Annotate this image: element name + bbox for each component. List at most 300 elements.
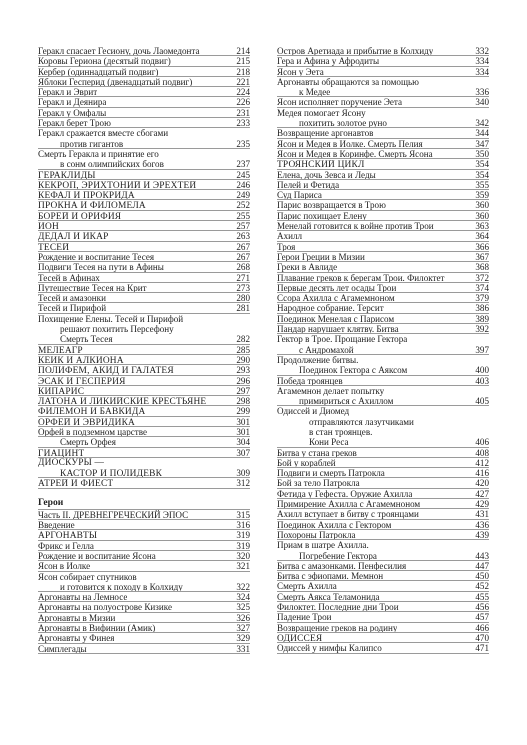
- toc-entry-title: Смерть Аякса Теламонида: [277, 591, 380, 602]
- toc-entry-page: 471: [475, 643, 489, 654]
- toc-entry-title: Геракл и Деянира: [38, 97, 107, 108]
- toc-entry-title: Смерть Орфея: [60, 437, 116, 448]
- toc-entry: [38, 355, 250, 365]
- toc-entry-page: 214: [236, 46, 250, 56]
- toc-entry-page: 233: [236, 118, 250, 129]
- toc-entry: [277, 56, 489, 66]
- toc-entry: [38, 406, 250, 416]
- toc-entry-title: ДИОСКУРЫ —: [38, 457, 105, 468]
- toc-left-column: [38, 46, 250, 654]
- toc-entry: [38, 221, 250, 231]
- toc-entry-title: Геракл спасает Гесиону, дочь Лаомедонта: [38, 46, 200, 56]
- toc-entry: [38, 427, 250, 437]
- toc-entry: [38, 437, 250, 447]
- toc-entry-page: 354: [475, 169, 489, 180]
- toc-entry: [277, 211, 489, 221]
- toc-entry-page: 267: [236, 251, 250, 262]
- toc-entry-page: 246: [236, 179, 250, 190]
- toc-entry-title: Ясон у Эета: [277, 66, 324, 77]
- toc-entry-title: Продолжение битвы.: [277, 354, 359, 365]
- toc-entry: [277, 324, 489, 334]
- toc-entry: [38, 200, 250, 210]
- toc-entry-page: 392: [475, 324, 489, 335]
- toc-entry-title: Ссора Ахилла с Агамемноном: [277, 293, 395, 304]
- toc-entry-title: КАСТОР И ПОЛИДЕВК: [60, 469, 163, 479]
- toc-entry-title: против гигантов: [60, 138, 124, 149]
- toc-entry-page: 293: [236, 365, 250, 376]
- toc-entry-page: 273: [236, 282, 250, 293]
- toc-entry-title: Аргонавты у Финея: [38, 633, 115, 644]
- toc-entry: [277, 376, 489, 386]
- toc-entry: [277, 458, 489, 468]
- toc-entry-title: ТРОЯНСКИЙ ЦИКЛ: [277, 160, 365, 170]
- toc-entry-title: Плавание греков к берегам Трои. Филоктет: [277, 272, 445, 283]
- toc-entry-title: АРГОНАВТЫ: [38, 531, 98, 541]
- toc-entry: [277, 468, 489, 478]
- toc-entry-title: Путешествие Тесея на Крит: [38, 282, 147, 293]
- toc-entry-page: 267: [236, 241, 250, 252]
- toc-entry-title: Смерть Ахилла: [277, 581, 337, 592]
- toc-entry-page: 285: [236, 344, 250, 355]
- toc-entry-title: Ясон собирает спутников: [38, 571, 137, 582]
- toc-entry-title: Приам в шатре Ахилла.: [277, 540, 369, 551]
- toc-entry-page: 470: [475, 632, 489, 643]
- toc-entry-page: 342: [475, 118, 489, 129]
- toc-entry: [38, 46, 250, 56]
- toc-entry-page: 350: [475, 148, 489, 159]
- toc-entry-title: Ахилл вступает в битву с троянцами: [277, 509, 419, 520]
- toc-entry: [277, 170, 489, 180]
- toc-entry: [38, 396, 250, 406]
- toc-entry-title: Гектор в Трое. Прощание Гектора: [277, 334, 408, 345]
- toc-entry-title: Коровы Гериона (десятый подвиг): [38, 56, 171, 67]
- toc-entry: [277, 592, 489, 602]
- toc-entry: [38, 592, 250, 602]
- toc-entry: [38, 530, 250, 540]
- toc-entry-page: 340: [475, 97, 489, 108]
- toc-entry-page: 252: [236, 200, 250, 211]
- toc-entry-page: 450: [475, 571, 489, 582]
- toc-entry-page: 367: [475, 251, 489, 262]
- toc-entry-title: Падение Трои: [277, 612, 332, 623]
- toc-entry: [38, 159, 250, 169]
- toc-entry-page: 282: [236, 334, 250, 345]
- toc-entry: [277, 139, 489, 149]
- toc-entry-title: Фрикс и Гелла: [38, 540, 94, 551]
- toc-entry-title: отправляются лазутчиками: [309, 416, 414, 427]
- toc-entry: [277, 396, 489, 406]
- toc-entry-page: 386: [475, 303, 489, 314]
- toc-entry-page: 400: [475, 365, 489, 376]
- toc-entry: [38, 365, 250, 375]
- toc-entry: [38, 283, 250, 293]
- toc-entry: [277, 180, 489, 190]
- toc-entry-title: решают похитить Персефону: [60, 324, 174, 335]
- toc-entry: [38, 520, 250, 530]
- toc-entry: [38, 87, 250, 97]
- toc-entry: [277, 633, 489, 643]
- toc-entry-title: Ясон исполняет поручение Эета: [277, 97, 403, 108]
- toc-entry-title: Менелай готовится к войне против Трои: [277, 221, 434, 232]
- toc-entry-title: Победа троянцев: [277, 375, 343, 386]
- toc-entry-title: Геракл берет Трою: [38, 118, 111, 129]
- toc-entry-title: Троя: [277, 241, 296, 252]
- toc-entry-title: Аргонавты на Лемносе: [38, 592, 128, 603]
- toc-entry-title: Битва с амазонками. Пенфесилия: [277, 560, 407, 571]
- toc-entry-page: 312: [236, 478, 250, 489]
- toc-entry-page: 363: [475, 221, 489, 232]
- toc-entry-title: Кони Реса: [309, 437, 349, 448]
- toc-entry: [38, 572, 250, 582]
- toc-entry-title: Бой у кораблей: [277, 457, 336, 468]
- toc-entry: [277, 478, 489, 488]
- toc-entry-title: Похороны Патрокла: [277, 529, 356, 540]
- toc-entry-title: ТЕСЕЙ: [38, 242, 70, 252]
- toc-entry-title: ГИАЦИНТ: [38, 448, 85, 458]
- toc-entry-page: 235: [236, 138, 250, 149]
- toc-entry-title: КЕКРОП, ЭРИХТОНИЙ И ЭРЕХТЕЙ: [38, 180, 197, 191]
- toc-entry: [277, 551, 489, 561]
- toc-entry: [38, 417, 250, 427]
- toc-entry: [277, 97, 489, 107]
- toc-entry: [38, 262, 250, 272]
- toc-entry: [277, 623, 489, 633]
- toc-entry-title: Ясон в Иолке: [38, 561, 91, 572]
- toc-entry: [277, 334, 489, 344]
- toc-entry-title: Тесей и Пирифой: [38, 303, 107, 314]
- toc-entry-page: 301: [236, 416, 250, 427]
- toc-entry-title: ИОН: [38, 222, 59, 232]
- toc-entry-page: 403: [475, 375, 489, 386]
- toc-entry: [277, 448, 489, 458]
- toc-entry: [38, 324, 250, 334]
- toc-entry-page: 364: [475, 231, 489, 242]
- toc-entry: [277, 386, 489, 396]
- toc-entry-title: с Андромахой: [299, 344, 354, 355]
- toc-entry: [277, 273, 489, 283]
- toc-entry: [38, 149, 250, 159]
- toc-entry-page: 320: [236, 550, 250, 561]
- toc-entry: [277, 77, 489, 87]
- toc-entry: [277, 509, 489, 519]
- toc-entry: [277, 571, 489, 581]
- toc-entry: [277, 355, 489, 365]
- toc-entry-page: 334: [475, 66, 489, 77]
- toc-entry: [277, 242, 489, 252]
- toc-entry: [38, 97, 250, 107]
- toc-entry-page: 322: [236, 581, 250, 592]
- toc-entry-title: Геракл у Омфалы: [38, 107, 107, 118]
- toc-entry-page: 429: [475, 499, 489, 510]
- toc-entry-title: Подвиги Тесея на пути в Афины: [38, 262, 164, 273]
- toc-entry-title: Поединок Ахилла с Гектором: [277, 519, 392, 530]
- toc-entry: [277, 530, 489, 540]
- toc-entry-title: Аргонавты в Мизии: [38, 612, 116, 623]
- toc-entry: [38, 314, 250, 324]
- toc-entry-title: Аргонавты обращаются за помощью: [277, 76, 419, 87]
- toc-entry-title: Елена, дочь Зевса и Леды: [277, 169, 376, 180]
- toc-entry-page: 319: [236, 530, 250, 541]
- toc-entry: [277, 561, 489, 571]
- toc-entry: [277, 252, 489, 262]
- toc-entry: [38, 582, 250, 592]
- toc-entry: [277, 427, 489, 437]
- toc-entry-page: 331: [236, 643, 250, 654]
- toc-entry: [38, 613, 250, 623]
- toc-entry: [277, 262, 489, 272]
- toc-entry-title: ЛАТОНА И ЛИКИЙСКИЕ КРЕСТЬЯНЕ: [38, 397, 207, 407]
- toc-entry-page: 412: [475, 457, 489, 468]
- toc-entry-title: к Медее: [299, 87, 331, 98]
- toc-entry: [38, 468, 250, 478]
- toc-entry-page: 379: [475, 293, 489, 304]
- toc-entry-page: 255: [236, 210, 250, 221]
- toc-entry: [38, 67, 250, 77]
- toc-entry-title: ГЕРАКЛИДЫ: [38, 170, 96, 180]
- toc-entry-title: Геракл и Эврит: [38, 87, 98, 98]
- toc-entry: [277, 437, 489, 447]
- toc-entry-title: Суд Париса: [277, 190, 322, 201]
- toc-entry-title: Яблоки Гесперид (двенадцатый подвиг): [38, 76, 193, 87]
- toc-entry-title: Смерть Геракла и принятие его: [38, 148, 159, 159]
- toc-entry-page: 218: [236, 66, 250, 77]
- toc-entry-title: Похищение Елены. Тесей и Пирифой: [38, 313, 184, 324]
- toc-entry-page: 334: [475, 56, 489, 67]
- toc-entry: [277, 283, 489, 293]
- toc-entry: [277, 128, 489, 138]
- toc-entry-page: 329: [236, 633, 250, 644]
- toc-entry-page: 452: [475, 581, 489, 592]
- toc-entry-page: 301: [236, 426, 250, 437]
- toc-entry-title: Поединок Гектора с Аяксом: [299, 365, 408, 376]
- toc-entry: [38, 633, 250, 643]
- toc-entry: [277, 643, 489, 653]
- toc-entry: [277, 581, 489, 591]
- toc-entry-title: Тесей в Афинах: [38, 272, 100, 283]
- toc-entry-title: в стан троянцев.: [309, 426, 373, 437]
- toc-entry-title: Рождение и воспитание Ясона: [38, 550, 156, 561]
- toc-entry-page: 355: [475, 179, 489, 190]
- toc-entry-title: Битва у стана греков: [277, 447, 357, 458]
- toc-left-list: [38, 46, 250, 489]
- toc-entry-page: 360: [475, 210, 489, 221]
- toc-entry-page: 298: [236, 396, 250, 407]
- toc-entry: [38, 376, 250, 386]
- toc-entry-title: Аргонавты на полуострове Кизике: [38, 602, 172, 613]
- toc-entry-page: 427: [475, 488, 489, 499]
- toc-entry-title: похитить золотое руно: [299, 118, 387, 129]
- toc-entry: [277, 293, 489, 303]
- toc-entry-page: 297: [236, 385, 250, 396]
- toc-entry-page: 304: [236, 437, 250, 448]
- toc-entry-page: 332: [475, 46, 489, 56]
- toc-right-column: [277, 46, 489, 654]
- toc-entry: [38, 551, 250, 561]
- toc-entry-page: 268: [236, 262, 250, 273]
- toc-entry: [38, 77, 250, 87]
- toc-entry-page: 299: [236, 406, 250, 417]
- toc-entry-title: примириться с Ахиллом: [299, 396, 394, 407]
- toc-left-list-2: [38, 510, 250, 654]
- toc-entry: [277, 540, 489, 550]
- toc-entry-page: 231: [236, 107, 250, 118]
- toc-entry: [38, 56, 250, 66]
- toc-entry-page: 245: [236, 169, 250, 180]
- toc-entry-title: КЕФАЛ И ПРОКРИДА: [38, 191, 135, 201]
- toc-entry-page: 290: [236, 354, 250, 365]
- toc-entry-title: Остров Аретиада и прибытие в Колхиду: [277, 46, 434, 56]
- toc-entry-page: 324: [236, 592, 250, 603]
- toc-entry-page: 366: [475, 241, 489, 252]
- toc-entry-page: 309: [236, 468, 250, 479]
- toc-entry-title: Филоктет. Последние дни Трои: [277, 602, 399, 613]
- toc-entry: [277, 118, 489, 128]
- toc-entry: [277, 67, 489, 77]
- toc-entry-page: 360: [475, 200, 489, 211]
- toc-entry: [277, 365, 489, 375]
- toc-entry: [277, 149, 489, 159]
- toc-entry: [277, 499, 489, 509]
- toc-entry-page: 257: [236, 221, 250, 232]
- toc-entry: [277, 406, 489, 416]
- toc-entry-title: Аргонавты в Вифинии (Амик): [38, 623, 156, 634]
- toc-entry: [38, 561, 250, 571]
- toc-entry-title: Одиссей и Диомед: [277, 406, 350, 417]
- toc-entry: [277, 417, 489, 427]
- toc-entry: [38, 386, 250, 396]
- toc-entry: [38, 303, 250, 313]
- toc-entry-page: 406: [475, 437, 489, 448]
- toc-entry-title: Геракл сражается вместе сбогами: [38, 128, 169, 139]
- toc-entry: [38, 170, 250, 180]
- toc-entry: [277, 190, 489, 200]
- toc-entry-title: КЕИК И АЛКИОНА: [38, 355, 124, 366]
- toc-entry-page: 215: [236, 56, 250, 67]
- toc-entry: [38, 128, 250, 138]
- toc-entry-page: 280: [236, 293, 250, 304]
- toc-entry: [277, 200, 489, 210]
- toc-entry-title: Подвиги и смерть Патрокла: [277, 468, 385, 479]
- toc-entry-title: Парис возвращается в Трою: [277, 200, 386, 211]
- toc-entry-title: ОРФЕЙ И ЭВРИДИКА: [38, 417, 136, 427]
- toc-entry-title: ОДИССЕЯ: [277, 633, 323, 644]
- toc-entry-title: Возвращение греков на родину: [277, 622, 398, 633]
- toc-entry-title: Ясон и Медея в Коринфе. Смерть Ясона: [277, 148, 433, 159]
- toc-entry-page: 397: [475, 344, 489, 355]
- toc-entry-page: 443: [475, 550, 489, 561]
- toc-entry: [38, 118, 250, 128]
- section-heading-heroes: Герои: [38, 498, 250, 510]
- toc-entry-title: Пандар нарушает клятву. Битва: [277, 324, 399, 335]
- toc-entry-title: ЭСАК И ГЕСПЕРИЯ: [38, 376, 126, 386]
- toc-entry-page: 431: [475, 509, 489, 520]
- toc-entry-title: Герои Греции в Мизии: [277, 251, 365, 262]
- toc-entry-page: 405: [475, 396, 489, 407]
- toc-entry-title: Народное собрание. Терсит: [277, 303, 384, 314]
- toc-entry-page: 336: [475, 87, 489, 98]
- toc-entry-page: 319: [236, 540, 250, 551]
- toc-entry: [38, 510, 250, 520]
- toc-entry-title: КИПАРИС: [38, 386, 85, 397]
- toc-entry: [38, 541, 250, 551]
- toc-entry-title: Орфей в подземном царстве: [38, 426, 148, 437]
- toc-entry: [38, 231, 250, 241]
- toc-entry: [277, 489, 489, 499]
- toc-entry-page: 316: [236, 520, 250, 531]
- toc-entry-page: 326: [236, 612, 250, 623]
- toc-entry-page: 456: [475, 602, 489, 613]
- toc-entry-page: 281: [236, 303, 250, 314]
- toc-entry-title: Симплегады: [38, 643, 87, 654]
- toc-entry: [38, 293, 250, 303]
- toc-entry-page: 457: [475, 612, 489, 623]
- toc-entry-page: 271: [236, 272, 250, 283]
- toc-entry: [277, 46, 489, 56]
- toc-entry-title: Поединок Менелая с Парисом: [277, 313, 395, 324]
- toc-entry-page: 224: [236, 87, 250, 98]
- toc-entry: [38, 478, 250, 488]
- toc-entry: [38, 345, 250, 355]
- toc-entry-page: 439: [475, 529, 489, 540]
- toc-entry-page: 354: [475, 159, 489, 170]
- toc-entry: [38, 190, 250, 200]
- toc-entry-page: 455: [475, 591, 489, 602]
- toc-entry-title: Бой за тело Патрокла: [277, 478, 360, 489]
- toc-entry: [277, 108, 489, 118]
- toc-entry: [38, 139, 250, 149]
- toc-entry-title: МЕЛЕАГР: [38, 345, 83, 355]
- toc-entry-page: 447: [475, 560, 489, 571]
- toc-entry: [38, 644, 250, 654]
- toc-entry: [277, 520, 489, 530]
- toc-entry-title: Битва с эфиопами. Мемнон: [277, 571, 384, 582]
- toc-entry: [38, 334, 250, 344]
- toc-entry-page: 408: [475, 447, 489, 458]
- toc-entry-title: в сонм олимпийских богов: [60, 159, 164, 170]
- toc-entry-title: Примирение Ахилла с Агамемноном: [277, 499, 421, 510]
- toc-entry-title: Агамемнон делает попытку: [277, 385, 385, 396]
- toc-entry: [38, 108, 250, 118]
- toc-entry-title: Одиссей у нимфы Калипсо: [277, 643, 382, 654]
- toc-entry-title: Смерть Тесея: [60, 334, 113, 345]
- toc-entry-page: 359: [475, 190, 489, 201]
- toc-entry-title: Первые десять лет осады Трои: [277, 282, 397, 293]
- toc-entry-page: 327: [236, 623, 250, 634]
- toc-entry-page: 372: [475, 272, 489, 283]
- toc-entry-title: Кербер (одиннадцатый подвиг): [38, 66, 159, 77]
- toc-entry-page: 389: [475, 313, 489, 324]
- toc-entry-title: ПОЛИФЕМ, АКИД И ГАЛАТЕЯ: [38, 366, 174, 376]
- toc-entry: [38, 242, 250, 252]
- toc-entry: [277, 602, 489, 612]
- toc-entry-page: 466: [475, 622, 489, 633]
- toc-entry: [277, 612, 489, 622]
- toc-entry: [38, 602, 250, 612]
- toc-entry: [38, 180, 250, 190]
- toc-entry: [277, 87, 489, 97]
- toc-entry-title: АТРЕЙ И ФИЕСТ: [38, 479, 114, 489]
- toc-entry-title: Погребение Гектора: [299, 550, 377, 561]
- toc-entry-page: 263: [236, 231, 250, 242]
- toc-entry: [277, 159, 489, 169]
- toc-entry-title: Греки в Авлиде: [277, 262, 338, 273]
- toc-entry-page: 307: [236, 447, 250, 458]
- toc-entry: [38, 273, 250, 283]
- toc-entry: [277, 231, 489, 241]
- toc-entry-page: 249: [236, 190, 250, 201]
- toc-entry: [277, 345, 489, 355]
- toc-entry: [38, 448, 250, 458]
